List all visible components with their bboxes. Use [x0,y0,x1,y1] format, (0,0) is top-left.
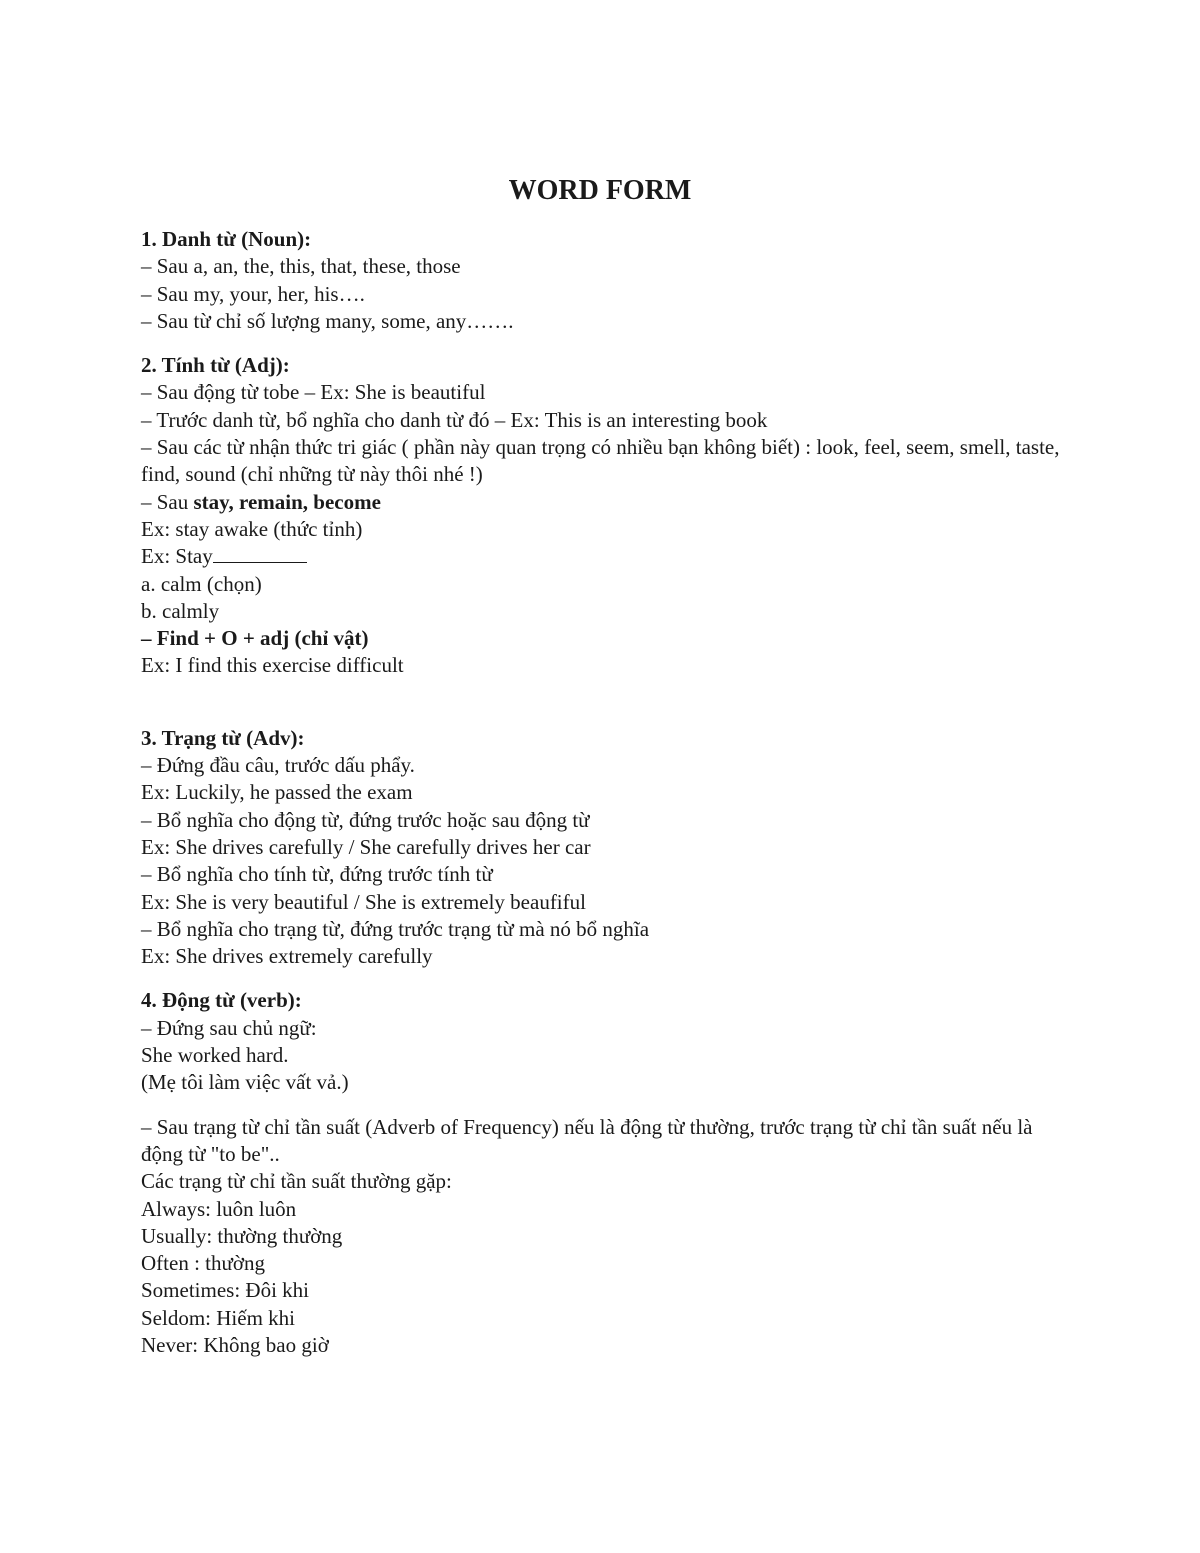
adj-example-awake: Ex: stay awake (thức tỉnh) [141,516,363,541]
adv-line-2: Ex: Luckily, he passed the exam [141,780,413,805]
section-heading-adj: 2. Tính từ (Adj): [141,353,290,378]
adj-rule-3: – Sau các từ nhận thức tri giác ( phần này quan trọng có nhiều bạn không biết) : look, feel, seem, smell, taste, find, sound (chỉ những từ này thôi nhé !) [141,435,1065,487]
frequency-often: Often : thường [141,1251,265,1276]
document-body [141,226,1071,1359]
adj-option-b: b. calmly [141,598,220,623]
adj-example-find: Ex: I find this exercise difficult [141,653,404,678]
noun-rule-3: – Sau từ chỉ số lượng many, some, any……. [141,308,514,333]
adj-rule-stay-verbs: stay, remain, become [193,489,381,514]
section-verb [141,987,1071,1359]
adv-line-7: – Bổ nghĩa cho trạng từ, đứng trước trạng từ mà nó bổ nghĩa [141,916,650,941]
adv-line-6: Ex: She is very beautiful / She is extremely beaufiful [141,889,586,914]
noun-rule-1: – Sau a, an, the, this, that, these, those [141,254,461,279]
section-adj [141,352,1071,680]
adj-rule-find: – Find + O + adj (chỉ vật) [141,626,369,651]
frequency-intro: Các trạng từ chỉ tần suất thường gặp: [141,1169,452,1194]
adv-line-4: Ex: She drives carefully / She carefully drives her car [141,834,591,859]
section-noun [141,226,1071,335]
section-heading-verb: 4. Động từ (verb): [141,988,302,1013]
adv-line-1: – Đứng đầu câu, trước dấu phẩy. [141,753,415,778]
adv-line-3: – Bổ nghĩa cho động từ, đứng trước hoặc sau động từ [141,807,590,832]
adj-example-stay-text: Ex: Stay [141,544,213,569]
adv-line-8: Ex: She drives extremely carefully [141,944,433,969]
adj-example-stay [141,543,1071,570]
adj-rule-1: – Sau động từ tobe – Ex: She is beautiful [141,380,486,405]
section-adv [141,725,1071,971]
frequency-sometimes: Sometimes: Đôi khi [141,1278,309,1303]
adj-rule-stay-prefix: – Sau [141,489,194,514]
noun-rule-2: – Sau my, your, her, his…. [141,281,365,306]
frequency-always: Always: luôn luôn [141,1196,297,1221]
verb-line-2: She worked hard. [141,1043,289,1068]
frequency-seldom: Seldom: Hiếm khi [141,1305,295,1330]
frequency-usually: Usually: thường thường [141,1223,343,1248]
frequency-never: Never: Không bao giờ [141,1332,329,1357]
section-heading-noun: 1. Danh từ (Noun): [141,227,312,251]
adj-rule-stay [141,489,1071,516]
adv-line-5: – Bổ nghĩa cho tính từ, đứng trước tính từ [141,862,493,887]
verb-line-1: – Đứng sau chủ ngữ: [141,1015,317,1040]
adj-option-a: a. calm (chọn) [141,571,262,596]
adj-rule-2: – Trước danh từ, bổ nghĩa cho danh từ đó – Ex: This is an interesting book [141,407,768,432]
verb-line-3: (Mẹ tôi làm việc vất vả.) [141,1070,349,1095]
fill-in-blank [213,544,307,563]
verb-frequency-rule: – Sau trạng từ chỉ tần suất (Adverb of Frequency) nếu là động từ thường, trước trạng từ chỉ tần suất nếu là động từ "to be".. [141,1114,1038,1166]
section-heading-adv: 3. Trạng từ (Adv): [141,725,305,750]
document-title: WORD FORM [508,175,692,206]
